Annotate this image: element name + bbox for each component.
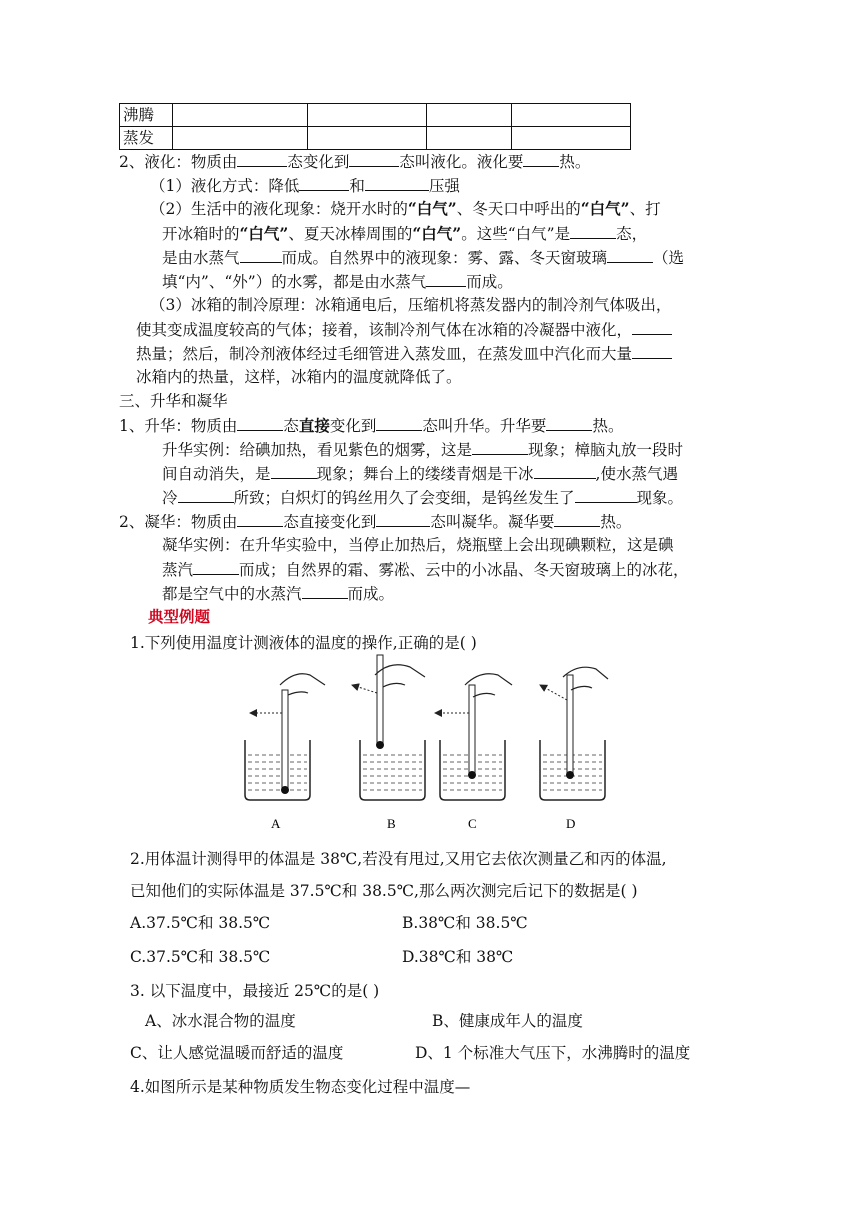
beaker-a [245,674,325,800]
question-3: 3. 以下温度中，最接近 25℃的是( ) [130,982,380,1000]
beaker-c [435,674,512,800]
deposition-examples-line: 凝华实例：在升华实验中，当停止加热后，烧瓶壁上会出现碘颗粒，这是碘 [162,536,674,554]
figure-label-d: D [566,816,576,831]
beaker-b [352,655,425,800]
option-d: D、1 个标准大气压下，水沸腾时的温度 [415,1044,691,1062]
fridge-principle-line: 使其变成温度较高的气体；接着，该制冷剂气体在冰箱的冷凝器中液化， [136,318,672,341]
question-4: 4.如图所示是某种物质发生物态变化过程中温度— [130,1078,471,1096]
comparison-table [119,103,631,150]
figure-label-a: A [271,816,281,831]
sublimation-examples-line: 升华实例：给碘加热，看见紫色的烟雾，这是 现象；樟脑丸放一段时 [162,438,683,461]
sublimation-definition: 1、升华：物质由 态直接变化到 态叫升华。升华要 热。 [119,416,624,435]
question-2-line: 已知他们的实际体温是 37.5℃和 38.5℃,那么两次测完后记下的数据是( ) [130,882,638,900]
table-cell [308,104,427,127]
liquefaction-examples-line: 是由水蒸气 而成。自然界中的液现象：雾、露、冬天窗玻璃 （选 [162,246,684,269]
liquefaction-examples-line: 开冰箱时的“白气”、夏天冰棒周围的“白气”。这些“白气”是 态， [162,224,648,243]
option-a: A、冰水混合物的温度 [145,1012,296,1030]
beaker-d [540,667,608,800]
deposition-definition: 2、凝华：物质由 态直接变化到 态叫凝华。凝华要 热。 [119,510,631,533]
option-c: C.37.5℃和 38.5℃ [130,948,271,966]
option-a: A.37.5℃和 38.5℃ [130,914,271,932]
option-d: D.38℃和 38℃ [402,948,514,966]
table-cell [512,127,631,150]
sublimation-examples-line: 间自动消失，是 现象；舞台上的缕缕青烟是干冰 ,使水蒸气遇 [162,462,678,485]
table-cell [427,127,512,150]
option-c: C、让人感觉温暖而舒适的温度 [130,1044,344,1062]
figure-label-b: B [387,816,396,831]
figure-label-c: C [468,816,477,831]
table-cell [173,104,308,127]
table-row [120,127,631,150]
fridge-principle-line: （3）冰箱的制冷原理：冰箱通电后，压缩机将蒸发器内的制冷剂气体吸出， [150,296,672,314]
fridge-principle-line: 热量；然后，制冷剂液体经过毛细管进入蒸发皿，在蒸发皿中汽化而大量 [136,342,672,365]
option-b: B.38℃和 38.5℃ [402,914,528,932]
examples-heading: 典型例题 [148,607,211,626]
option-b: B、健康成年人的温度 [432,1012,583,1030]
table-cell [512,104,631,127]
liquefaction-methods: （1）液化方式：降低 和 压强 [150,174,460,197]
liquefaction-definition: 2、液化：物质由 态变化到 态叫液化。液化要 热。 [119,150,590,173]
table-cell: 蒸发 [120,127,173,150]
question-2-line: 2.用体温计测得甲的体温是 38℃,若没有甩过,又用它去依次测量乙和丙的体温, [130,850,667,868]
liquefaction-examples-line: （2）生活中的液化现象：烧开水时的“白气”、冬天口中呼出的“白气”、打 [150,199,661,218]
table-cell [308,127,427,150]
section-heading: 三、升华和凝华 [119,392,228,410]
liquefaction-examples-line: 填“内”、“外”）的水雾，都是由水蒸气 而成。 [162,270,513,293]
deposition-examples-line: 都是空气中的水蒸汽 而成。 [162,582,394,605]
fridge-principle-line: 冰箱内的热量，这样，冰箱内的温度就降低了。 [136,368,462,386]
thermometer-figure [240,645,610,835]
deposition-examples-line: 蒸汽 而成；自然界的霜、雾凇、云中的小冰晶、冬天窗玻璃上的冰花， [162,558,689,581]
table-cell [173,127,308,150]
table-cell [427,104,512,127]
question-1: 1.下列使用温度计测液体的温度的操作,正确的是( ) [130,634,477,652]
sublimation-examples-line: 冷 所致；白炽灯的钨丝用久了会变细，是钨丝发生了 现象。 [162,486,683,509]
table-cell: 沸腾 [120,104,173,127]
table-row [120,104,631,127]
